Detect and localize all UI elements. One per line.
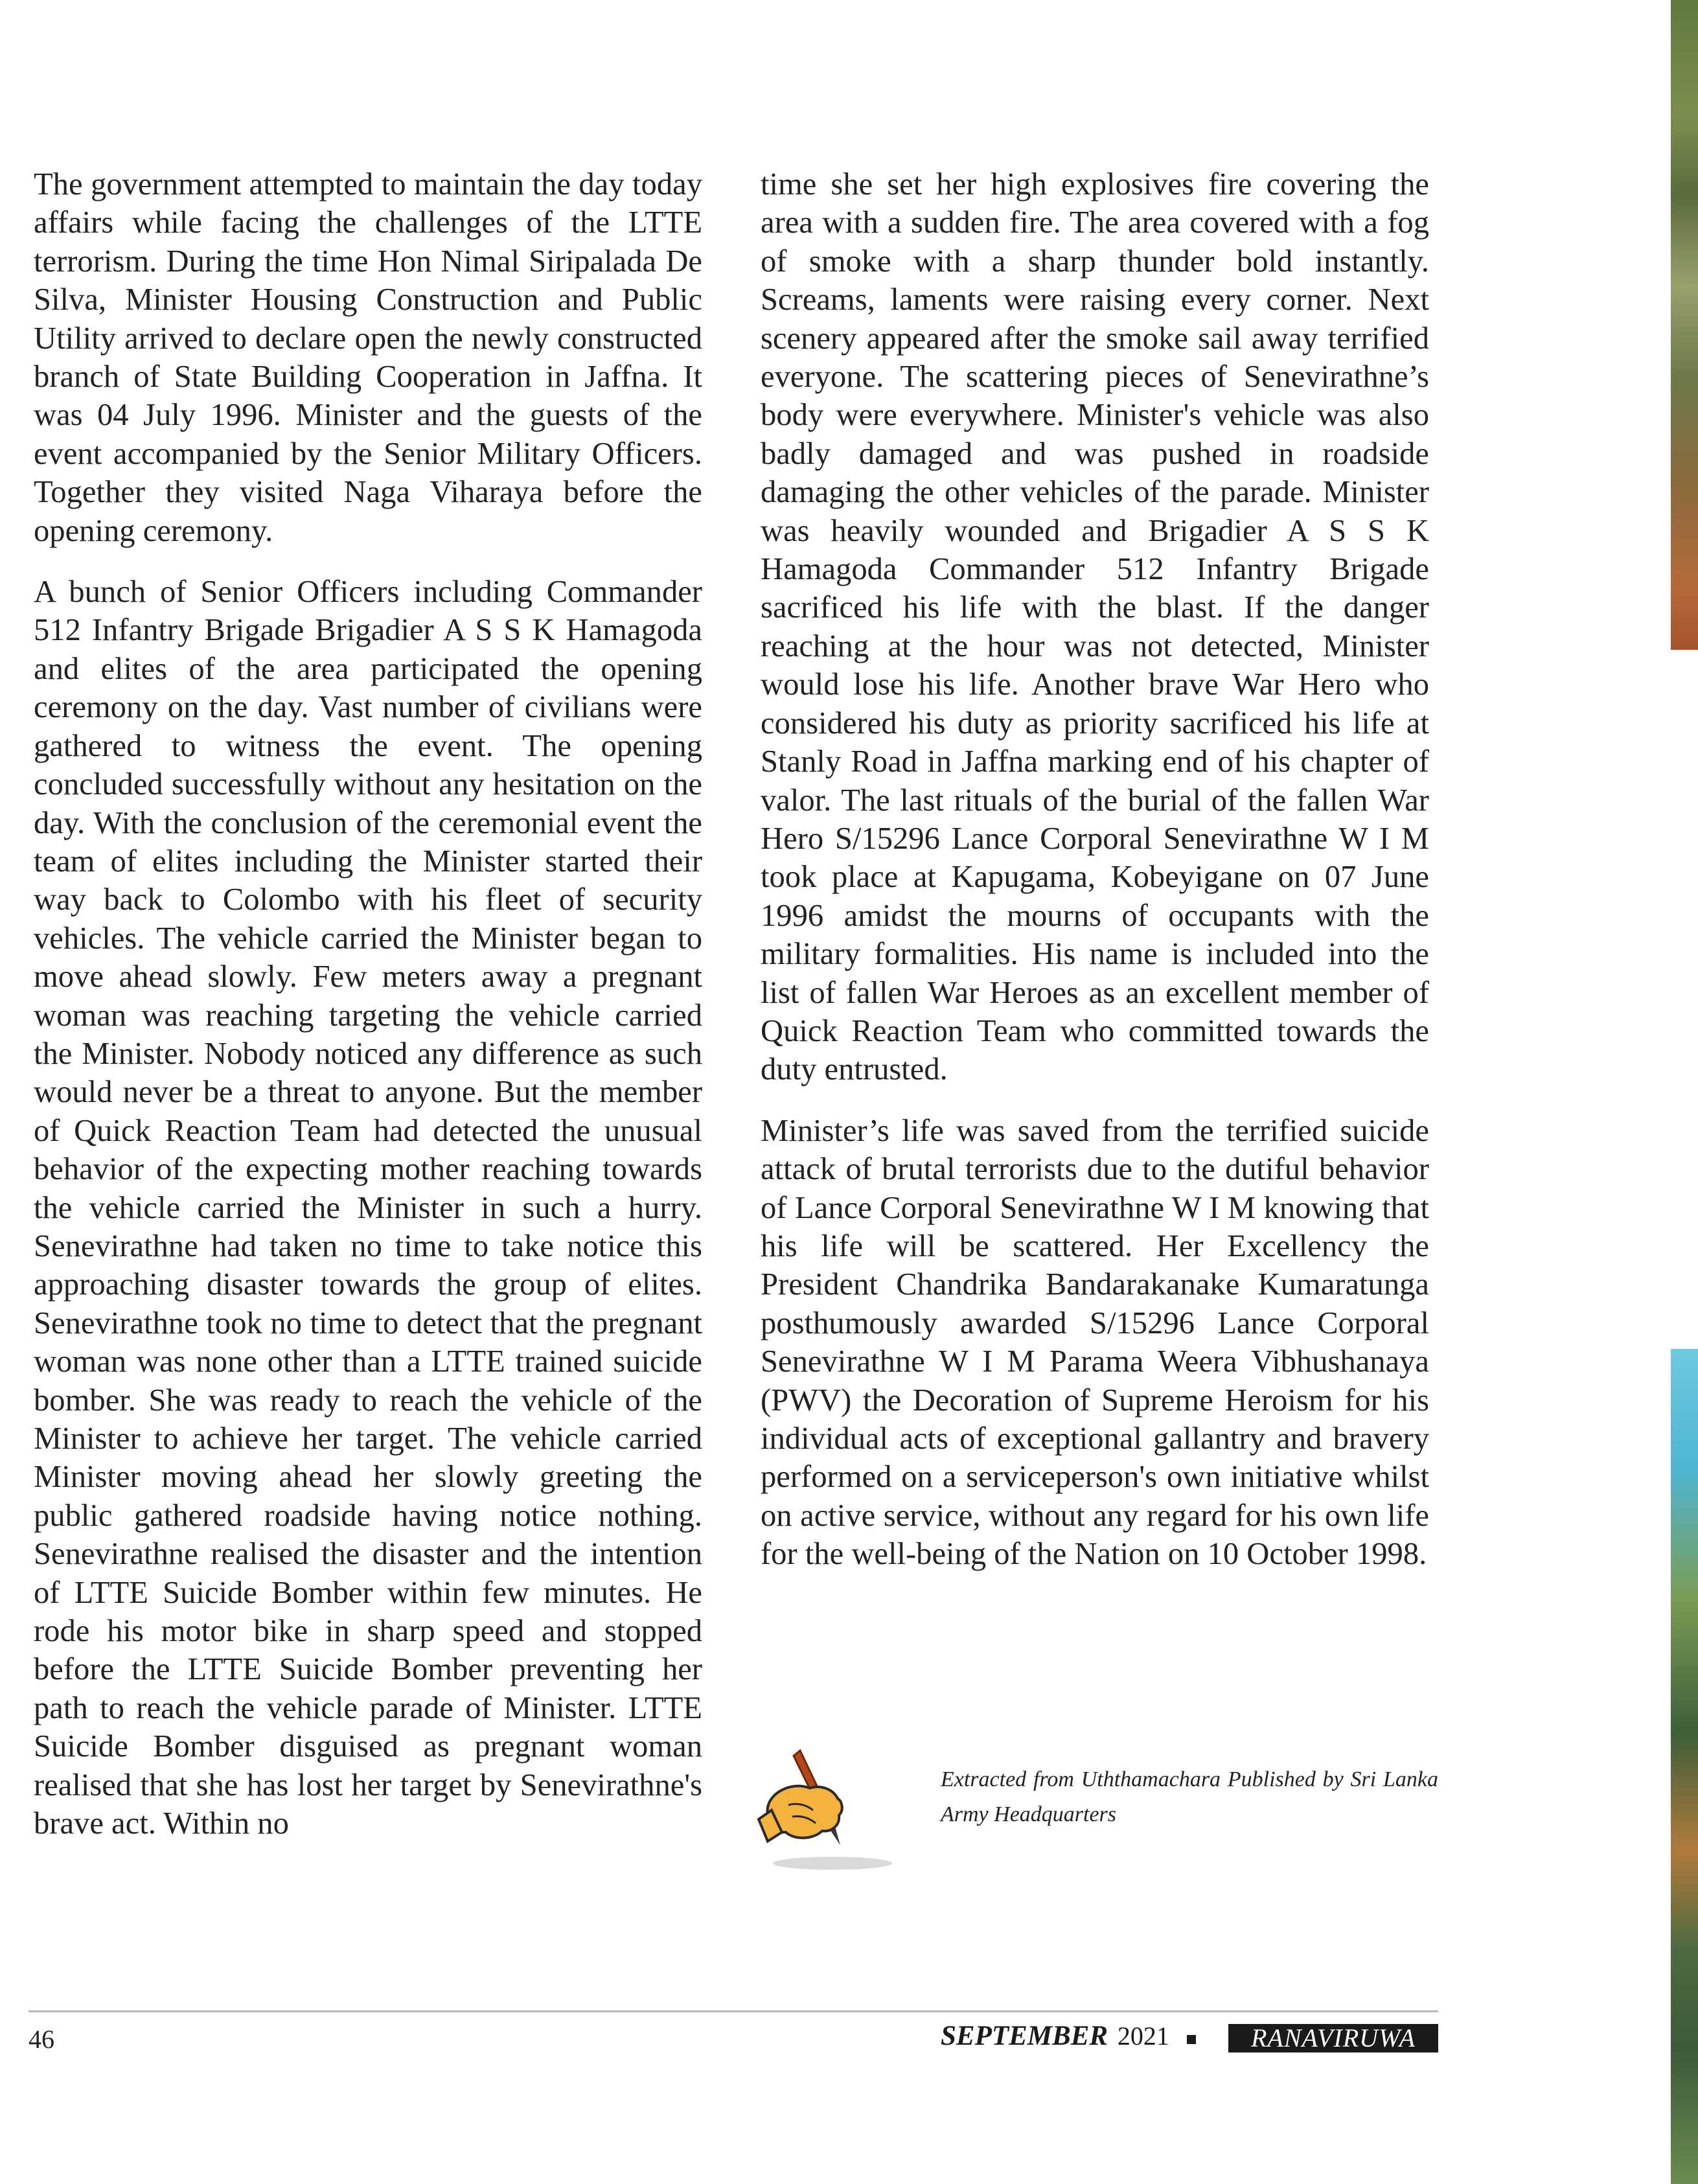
adjacent-page-photo-top xyxy=(1671,0,1698,650)
article-paragraph: A bunch of Senior Officers including Commander 512 Infantry Brigade Brigadier A S S K Hamagoda and elites of the area participated the opening ceremony on the day. Vast number of civilians were gathered to witness the event. The opening concluded successfully without any hesitation on the day. With the conclusion of the ceremonial event the team of elites including the Minister started their way back to Colombo with his fleet of security vehicles. The vehicle carried the Minister began to move ahead slowly. Few meters away a pregnant woman was reaching targeting the vehicle carried the Minister. Nobody noticed any difference as such would never be a threat to anyone. But the member of Quick Reaction Team had detected the unusual behavior of the expecting mother reaching towards the vehicle carried the Minister in such a hurry. Senevirathne had taken no time to take notice this approaching disaster towards the group of elites. Senevirathne took no time to detect that the pregnant woman was none other than a LTTE trained suicide bomber. She was ready to reach the vehicle of the Minister to achieve her target. The vehicle carried Minister moving ahead her slowly greeting the public gathered roadside having notice nothing. Senevirathne realised the disaster and the intention of LTTE Suicide Bomber within few minutes. He rode his motor bike in sharp speed and stopped before the LTTE Suicide Bomber preventing her path to reach the vehicle parade of Minister. LTTE Suicide Bomber disguised as pregnant woman realised that she has lost her target by Senevirathne's brave act. Within no xyxy=(34,574,702,1841)
separator-square xyxy=(1187,2035,1196,2044)
hand-writing-with-quill-pen-icon xyxy=(755,1743,917,1879)
magazine-name-badge: RANAVIRUWA xyxy=(1228,2024,1438,2052)
article-column-right xyxy=(761,165,1429,1596)
page-number: 46 xyxy=(29,2025,54,2054)
issue-year: 2021 xyxy=(1117,2021,1169,2051)
article-paragraph: Minister’s life was saved from the terrified suicide attack of brutal terrorists due to the dutiful behavior of Lance Corporal Senevirathne W I M knowing that his life will be scattered. Her Excellency the President Chandrika Bandarakanake Kumaratunga posthumously awarded S/15296 Lance Corporal Senevirathne W I M Parama Weera Vibhushanaya (PWV) the Decoration of Supreme Heroism for his individual acts of exceptional gallantry and bravery performed on a serviceperson's own initiative whilst on active service, without any regard for his own life for the well-being of the Nation on 10 October 1998. xyxy=(761,1112,1429,1572)
adjacent-page-photo-bottom xyxy=(1671,1349,1698,2184)
footer-divider xyxy=(29,2010,1438,2012)
article-source-credit: Extracted from Uththamachara Published by Sri Lanka Army Headquarters xyxy=(941,1767,1438,1826)
issue-month: SEPTEMBER xyxy=(941,2021,1108,2051)
article-column-left xyxy=(34,165,702,1865)
article-paragraph: time she set her high explosives fire covering the area with a sudden fire. The area covered with a fog of smoke with a sharp thunder bold instantly. Screams, laments were raising every corner. Next scenery appeared after the smoke sail away terrified everyone. The scattering pieces of Senevirathne’s body were everywhere. Minister's vehicle was also badly damaged and was pushed in roadside damaging the other vehicles of the parade. Minister was heavily wounded and Brigadier A S S K Hamagoda Commander 512 Infantry Brigade sacrificed his life with the blast. If the danger reaching at the hour was not detected, Minister would lose his life. Another brave War Hero who considered his duty as priority sacrificed his life at Stanly Road in Jaffna marking end of his chapter of valor. The last rituals of the burial of the fallen War Hero S/15296 Lance Corporal Senevirathne W I M took place at Kapugama, Kobeyigane on 07 June 1996 amidst the mourns of occupants with the military formalities. His name is included into the list of fallen War Heroes as an excellent member of Quick Reaction Team who committed towards the duty entrusted. xyxy=(761,167,1429,1087)
issue-date xyxy=(941,2020,1169,2052)
article-paragraph: The government attempted to maintain the day today affairs while facing the challenges of the LTTE terrorism. During the time Hon Nimal Siripalada De Silva, Minister Housing Construction and Public Utility arrived to declare open the newly constructed branch of State Building Cooperation in Jaffna. It was 04 July 1996. Minister and the guests of the event accompanied by the Senior Military Officers. Together they visited Naga Viharaya before the opening ceremony. xyxy=(34,167,702,548)
